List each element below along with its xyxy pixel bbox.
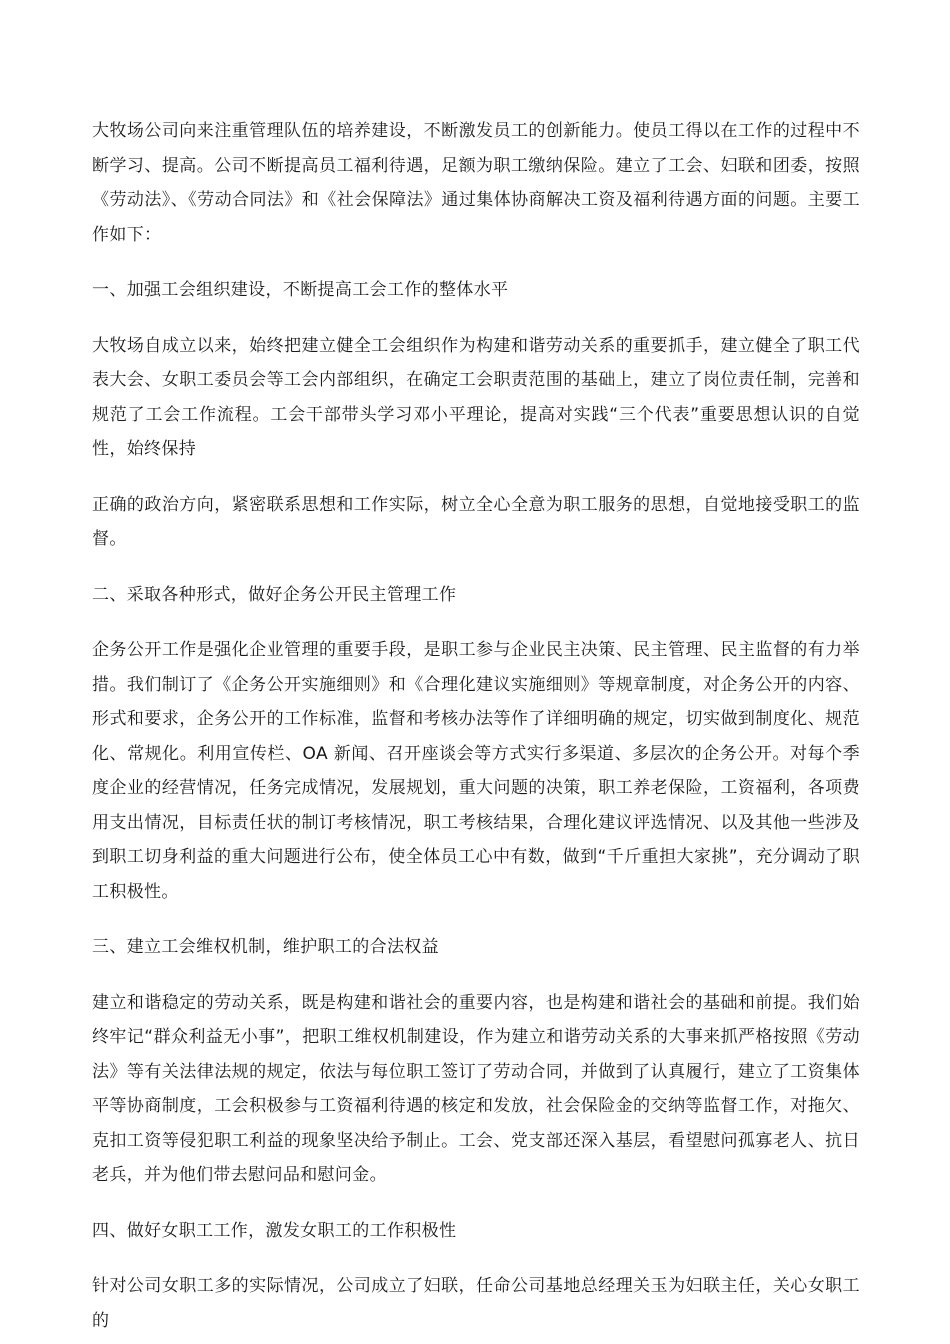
document-body [92, 114, 860, 1338]
section-heading-4: 四、做好女职工工作，激发女职工的工作积极性 [92, 1220, 457, 1241]
section-heading-1: 一、加强工会组织建设，不断提高工会工作的整体水平 [92, 280, 509, 300]
section-heading-2: 二、采取各种形式，做好企务公开民主管理工作 [92, 584, 457, 605]
section-3-paragraph: 建立和谐稳定的劳动关系，既是构建和谐社会的重要内容，也是构建和谐社会的基础和前提。我们始终牢记“群众利益无小事”，把职工维权机制建设，作为建立和谐劳动关系的大事来抓严格按照《劳动法》等有关法律法规的规定，依法与每位职工签订了劳动合同，并做到了认真履行，建立了工资集体平等协商制度，工会积极参与工资福利待遇的核定和发放，社会保险金的交纳等监督工作，对拖欠、克扣工资等侵犯职工利益的现象坚决给予制止。工会、党支部还深入基层，看望慰问孤寡老人、抗日老兵，并为他们带去慰问品和慰问金。 [92, 992, 860, 1185]
section-heading-3: 三、建立工会维权机制，维护职工的合法权益 [92, 937, 439, 957]
section-4-paragraph: 针对公司女职工多的实际情况，公司成立了妇联，任命公司基地总经理关玉为妇联主任，关心女职工的 [92, 1276, 860, 1331]
intro-paragraph: 大牧场公司向来注重管理队伍的培养建设，不断激发员工的创新能力。使员工得以在工作的过程中不断学习、提高。公司不断提高员工福利待遇，足额为职工缴纳保险。建立了工会、妇联和团委，按照《劳动法》、《劳动合同法》和《社会保障法》通过集体协商解决工资及福利待遇方面的问题。主要工作如下： [92, 121, 860, 245]
section-1-paragraph-1: 大牧场自成立以来，始终把建立健全工会组织作为构建和谐劳动关系的重要抓手，建立健全了职工代表大会、女职工委员会等工会内部组织，在确定工会职责范围的基础上，建立了岗位责任制，完善和规范了工会工作流程。工会干部带头学习邓小平理论，提高对实践“三个代表”重要思想认识的自觉性，始终保持 [92, 335, 860, 459]
section-1-paragraph-2: 正确的政治方向，紧密联系思想和工作实际，树立全心全意为职工服务的思想，自觉地接受职工的监督。 [92, 494, 860, 549]
section-2-paragraph: 企务公开工作是强化企业管理的重要手段，是职工参与企业民主决策、民主管理、民主监督的有力举措。我们制订了《企务公开实施细则》和《合理化建议实施细则》等规章制度，对企务公开的内容、形式和要求，企务公开的工作标准，监督和考核办法等作了详细明确的规定，切实做到制度化、规范化、常规化。利用宣传栏、OA 新闻、召开座谈会等方式实行多渠道、多层次的企务公开。对每个季度企业的经营情况，任务完成情况，发展规划，重大问题的决策，职工养老保险，工资福利，各项费用支出情况，目标责任状的制订考核情况，职工考核结果，合理化建议评选情况、以及其他一些涉及到职工切身利益的重大问题进行公布，使全体员工心中有数，做到“千斤重担大家挑”，充分调动了职工积极性。 [92, 640, 860, 902]
